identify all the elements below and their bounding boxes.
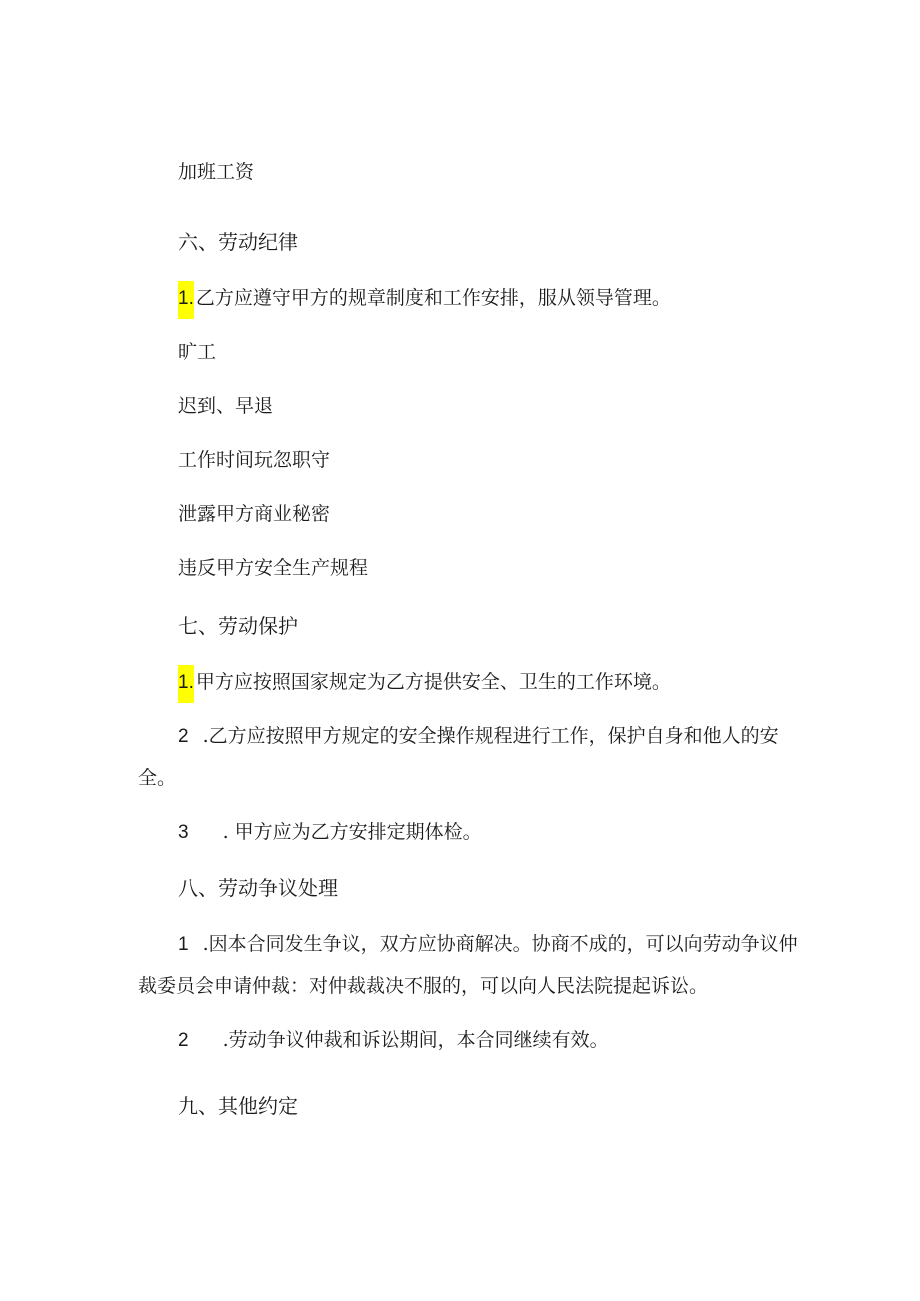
- item-text: .乙方应按照甲方规定的安全操作规程进行工作，保护自身和他人的安: [202, 725, 779, 747]
- item-text: 乙方应遵守甲方的规章制度和工作安排，服从领导管理。: [195, 287, 671, 309]
- section-8-item-1-continuation: 裁委员会申请仲裁：对仲裁裁决不服的，可以向人民法院提起诉讼。: [138, 975, 709, 997]
- highlighted-item-number: 1.: [178, 665, 194, 703]
- section-6-heading: 六、劳动纪律: [178, 230, 298, 254]
- section-7-item-2: [178, 724, 779, 749]
- section-7-item-3: [178, 820, 482, 845]
- section-8-heading: 八、劳动争议处理: [178, 876, 338, 900]
- item-number: 3: [178, 822, 189, 843]
- item-text: .劳动争议仲裁和诉讼期间，本合同继续有效。: [222, 1029, 609, 1051]
- item-text: .因本合同发生争议，双方应协商解决。协商不成的，可以向劳动争议仲: [202, 933, 798, 955]
- item-number: 2: [178, 726, 189, 747]
- section-7-item-1: [178, 670, 671, 695]
- section-8-item-1: [178, 932, 798, 957]
- section-8-item-2: [178, 1028, 609, 1053]
- item-number: 1: [178, 934, 189, 955]
- item-text: 甲方应按照国家规定为乙方提供安全、卫生的工作环境。: [195, 671, 671, 693]
- section-6-item-1: [178, 286, 671, 311]
- absence-line: 旷工: [178, 341, 217, 363]
- late-early-line: 迟到、早退: [178, 395, 274, 417]
- slack-line: 工作时间玩忽职守: [178, 449, 331, 471]
- leak-secrets-line: 泄露甲方商业秘密: [178, 503, 331, 525]
- item-number: 2: [178, 1030, 189, 1051]
- section-9-heading: 九、其他约定: [178, 1094, 298, 1118]
- highlighted-item-number: 1.: [178, 281, 194, 319]
- overtime-pay-line: 加班工资: [178, 161, 255, 183]
- violate-safety-line: 违反甲方安全生产规程: [178, 557, 369, 579]
- item-text: . 甲方应为乙方安排定期体检。: [222, 821, 482, 843]
- section-7-item-2-continuation: 全。: [138, 767, 177, 789]
- section-7-heading: 七、劳动保护: [178, 614, 298, 638]
